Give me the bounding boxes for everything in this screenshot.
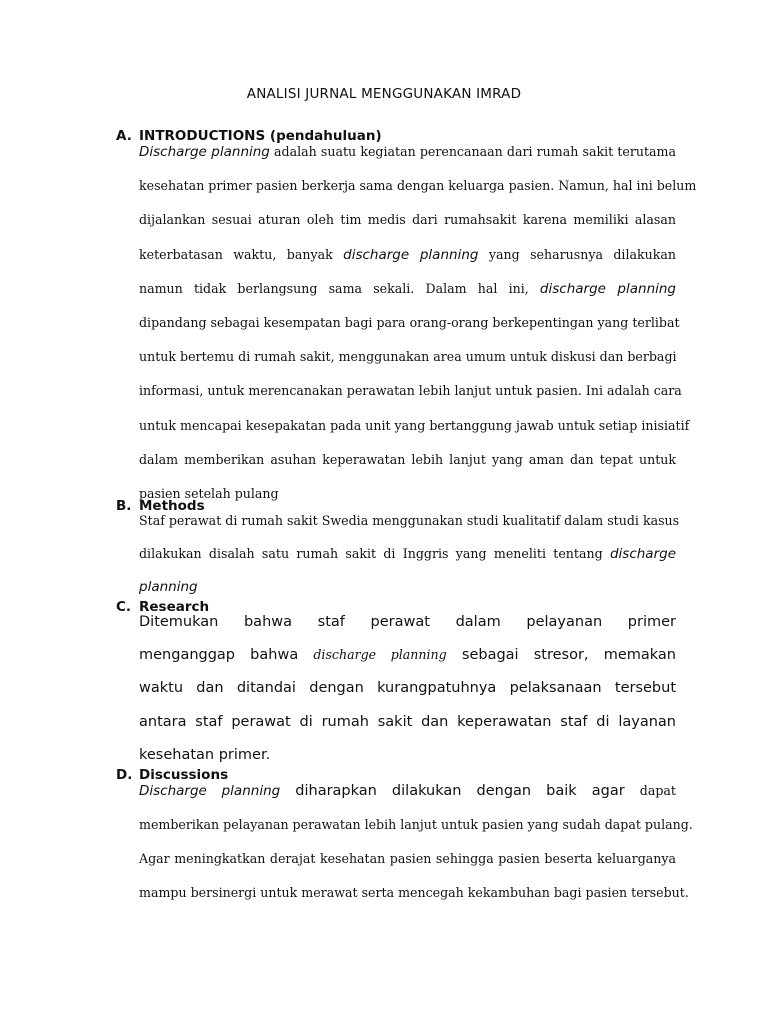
text-run: discharge bbox=[609, 546, 676, 562]
text-run: diharapkan dilakukan dengan baik agar bbox=[280, 783, 640, 799]
text-run: antara staf perawat di rumah sakit dan keperawatan staf di layanan bbox=[139, 713, 676, 730]
section-c-line bbox=[139, 680, 676, 696]
section-a-line bbox=[139, 417, 690, 433]
section-b-heading bbox=[116, 498, 205, 514]
section-a-line bbox=[139, 315, 680, 330]
text-run: untuk bertemu di rumah sakit, menggunakan area umum untuk diskusi dan berbagi bbox=[139, 349, 677, 365]
section-c-heading bbox=[116, 599, 209, 615]
section-c-line bbox=[139, 614, 676, 630]
section-a-line bbox=[139, 452, 676, 467]
text-run: dipandang sebagai kesempatan bagi para orang-orang berkepentingan yang terlibat bbox=[139, 315, 680, 330]
text-run: keterbatasan waktu, banyak bbox=[139, 246, 344, 262]
text-run: Ditemukan bahwa staf perawat dalam pelayanan primer bbox=[139, 614, 676, 630]
section-c-letter: C. bbox=[116, 599, 132, 615]
text-run: kesehatan primer pasien berkerja sama dengan keluarga pasien. Namun, hal ini belum bbox=[139, 178, 697, 194]
text-run: yang seharusnya dilakukan bbox=[478, 246, 676, 262]
text-run: adalah suatu kegiatan perencanaan dari rumah sakit terutama bbox=[269, 144, 677, 159]
section-d-line bbox=[139, 817, 693, 832]
section-a-line bbox=[139, 144, 676, 160]
text-run: Staf perawat di rumah sakit Swedia menggunakan studi kualitatif dalam studi kasus bbox=[139, 513, 680, 528]
text-run: dijalankan sesuai aturan oleh tim medis dari rumahsakit karena memiliki alasan bbox=[139, 212, 676, 228]
section-d-line bbox=[139, 885, 689, 900]
section-a-heading bbox=[116, 128, 382, 144]
text-run: discharge planning bbox=[343, 246, 479, 263]
text-run: dalam memberikan asuhan keperawatan lebih lanjut yang aman dan tepat untuk bbox=[139, 451, 676, 467]
section-b-letter: B. bbox=[116, 498, 132, 514]
text-run: informasi, untuk merencanakan perawatan lebih lanjut untuk pasien. Ini adalah cara bbox=[139, 383, 682, 399]
section-a-title: INTRODUCTIONS (pendahuluan) bbox=[139, 128, 382, 144]
text-run: Discharge planning bbox=[139, 144, 270, 160]
text-run: dilakukan disalah satu rumah sakit di Inggris yang meneliti tentang bbox=[139, 546, 610, 561]
section-d-title: Discussions bbox=[139, 767, 229, 783]
text-run: pasien setelah pulang bbox=[139, 486, 279, 501]
section-d-heading bbox=[116, 767, 228, 783]
text-run: namun tidak berlangsung sama sekali. Dalam hal ini, bbox=[139, 280, 540, 296]
text-run: memberikan pelayanan perawatan lebih lanjut untuk pasien yang sudah dapat pulang. bbox=[139, 817, 693, 832]
text-run: discharge planning bbox=[313, 647, 447, 663]
text-run: mampu bersinergi untuk merawat serta mencegah kekambuhan bagi pasien tersebut. bbox=[139, 885, 689, 900]
text-run: waktu dan ditandai dengan kurangpatuhnya pelaksanaan tersebut bbox=[139, 680, 676, 697]
text-run: kesehatan primer. bbox=[139, 746, 271, 763]
section-a-line bbox=[139, 349, 676, 364]
text-run: discharge planning bbox=[539, 280, 676, 297]
section-a-line bbox=[139, 212, 676, 227]
section-d-line bbox=[139, 783, 676, 799]
section-a-line bbox=[139, 383, 682, 399]
section-d-letter: D. bbox=[116, 767, 133, 783]
section-a-letter: A. bbox=[116, 128, 132, 144]
text-run: menganggap bahwa bbox=[139, 647, 314, 664]
text-run: sebagai stresor, memakan bbox=[446, 647, 676, 664]
section-d-line bbox=[139, 851, 676, 866]
section-a-line bbox=[139, 281, 676, 297]
section-b-line bbox=[139, 579, 676, 595]
text-run: Agar meningkatkan derajat kesehatan pasien sehingga pasien beserta keluarganya bbox=[139, 851, 676, 866]
section-b-title: Methods bbox=[139, 498, 205, 514]
text-run: untuk mencapai kesepakatan pada unit yang bertanggung jawab untuk setiap inisiatif bbox=[139, 417, 690, 433]
section-a-line bbox=[139, 247, 676, 263]
document-title: ANALISI JURNAL MENGGUNAKAN IMRAD bbox=[246, 86, 522, 102]
section-c-line bbox=[139, 714, 676, 730]
section-a-line bbox=[139, 178, 697, 194]
section-c-line bbox=[139, 647, 676, 663]
text-run: Discharge planning bbox=[139, 783, 281, 799]
section-b-line bbox=[139, 546, 676, 562]
section-c-line bbox=[139, 747, 676, 763]
section-c-title: Research bbox=[139, 599, 210, 615]
section-b-line bbox=[139, 513, 680, 528]
text-run: planning bbox=[139, 579, 198, 595]
text-run: dapat bbox=[639, 783, 676, 798]
section-a-line bbox=[139, 486, 676, 501]
